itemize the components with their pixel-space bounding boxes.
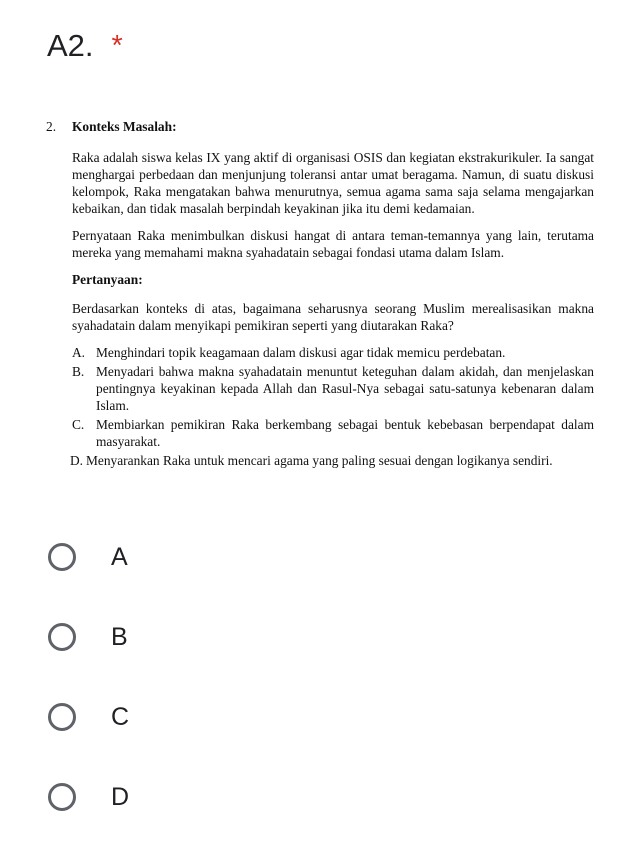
option-letter: C. [72,417,85,432]
radio-button-icon[interactable] [48,623,76,651]
radio-button-icon[interactable] [48,543,76,571]
choice-label[interactable]: C [111,702,130,731]
question-content-image [46,118,594,471]
question-title: A2. [47,28,94,63]
radio-button-icon[interactable] [48,783,76,811]
radio-button-icon[interactable] [48,703,76,731]
question-header [47,26,123,66]
required-asterisk: * [111,30,123,62]
choice-c[interactable] [48,697,129,737]
option-letter: B. [72,364,85,379]
option-letter: D. [70,453,84,468]
choice-b[interactable] [48,617,129,657]
option-a-text [72,344,594,361]
choice-a[interactable] [48,537,129,577]
question-body [72,149,594,469]
option-text: Membiarkan pemikiran Raka berkembang sebagai bentuk kebebasan berpendapat dalam masyarakat. [96,417,594,449]
option-b-text [72,363,594,414]
option-d-text [70,452,594,469]
choice-label[interactable]: B [111,622,128,651]
context-paragraph-2: Pernyataan Raka menimbulkan diskusi hangat di antara teman-temannya yang lain, terutama mereka yang memahami makna syahadatain sebagai fondasi utama dalam Islam. [72,228,594,260]
question-number: 2. [46,119,57,134]
context-paragraph-1: Raka adalah siswa kelas IX yang aktif di organisasi OSIS dan kegiatan ekstrakurikuler. Ia sangat menghargai perbedaan dan menjunjung toleransi antar umat beragama. Namun, di suatu diskusi kelompok, Raka mengatakan bahwa menurutnya, semua agama sama saja selama mengajarkan kebaikan, dan tidak masalah berpindah keyakinan jika itu demi kedamaian. [72,150,594,216]
question-text: Berdasarkan konteks di atas, bagaimana seharusnya seorang Muslim merealisasikan makna syahadatain dalam menyikapi pemikiran seperti yang diutarakan Raka? [72,301,594,333]
option-text: Menghindari topik keagamaan dalam diskusi agar tidak memicu perdebatan. [96,345,506,360]
option-text: Menyarankan Raka untuk mencari agama yang paling sesuai dengan logikanya sendiri. [86,453,553,468]
option-text: Menyadari bahwa makna syahadatain menuntut keteguhan dalam akidah, dan menjelaskan pentingnya keyakinan kepada Allah dan Rasul-Nya sebagai satu-satunya kebenaran dalam Islam. [96,364,594,413]
context-heading: Konteks Masalah: [72,119,177,134]
context-heading-row [46,118,594,135]
option-letter: A. [72,345,86,360]
answer-choices [48,537,129,857]
choice-d[interactable] [48,777,129,817]
option-c-text [72,416,594,450]
question-heading: Pertanyaan: [72,272,143,287]
choice-label[interactable]: A [111,542,128,571]
choice-label[interactable]: D [111,782,130,811]
